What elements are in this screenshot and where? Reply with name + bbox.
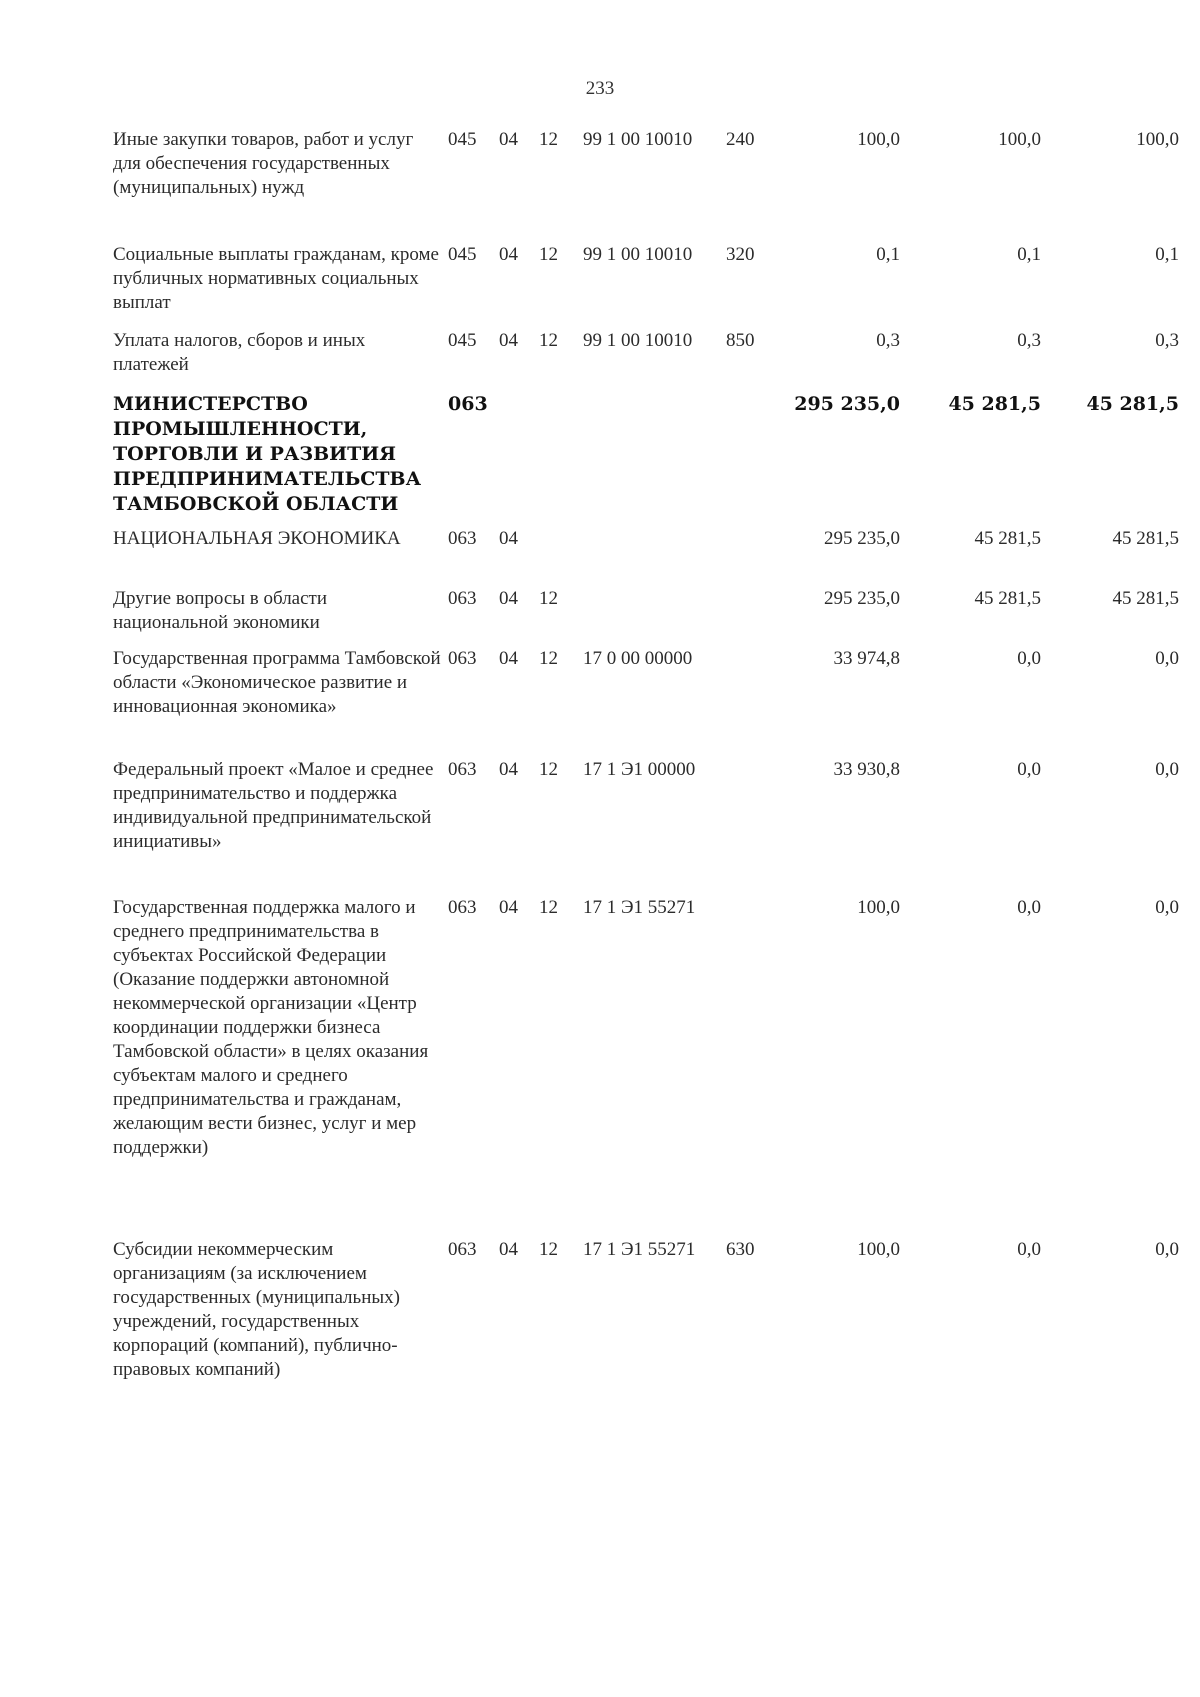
row-value-2: 45 281,5 (948, 393, 1041, 415)
row-description: НАЦИОНАЛЬНАЯ ЭКОНОМИКА (113, 528, 401, 549)
row-description: Субсидии некоммерческим организациям (за исключением государственных (муниципальных) учреждений, государственных корпораций (компаний), публично-правовых компаний) (113, 1239, 400, 1380)
row-subsection-code: 12 (539, 759, 558, 780)
row-value-1: 33 930,8 (833, 759, 900, 780)
row-expense-type: 320 (726, 244, 755, 265)
row-description: Другие вопросы в области национальной экономики (113, 588, 328, 633)
row-value-3: 0,0 (1155, 648, 1179, 669)
row-value-1: 100,0 (857, 129, 900, 150)
row-value-1: 100,0 (857, 1239, 900, 1260)
row-expense-type: 630 (726, 1239, 755, 1260)
row-target-code: 99 1 00 10010 (583, 330, 693, 351)
row-section-code: 04 (499, 528, 518, 549)
row-admin-code: 063 (448, 393, 488, 415)
row-admin-code: 063 (448, 897, 477, 918)
row-value-3: 0,0 (1155, 759, 1179, 780)
row-target-code: 17 1 Э1 55271 (583, 1239, 696, 1260)
row-section-code: 04 (499, 588, 518, 609)
row-description: Государственная поддержка малого и среднего предпринимательства в субъектах Российской Федерации (Оказание поддержки автономной некоммерческой организации «Центр координации поддержки бизнеса Тамбовской области» в целях оказания субъектам малого и среднего предпринимательства и гражданам, желающим вести бизнес, услуг и мер поддержки) (113, 897, 429, 1158)
row-section-code: 04 (499, 330, 518, 351)
row-target-code: 17 0 00 00000 (583, 648, 693, 669)
row-description: Федеральный проект «Малое и среднее предпринимательство и поддержка индивидуальной предпринимательской инициативы» (113, 759, 434, 852)
row-subsection-code: 12 (539, 897, 558, 918)
row-expense-type: 240 (726, 129, 755, 150)
row-value-1: 295 235,0 (794, 393, 900, 415)
row-value-1: 100,0 (857, 897, 900, 918)
row-value-3: 45 281,5 (1112, 528, 1179, 549)
row-description: Иные закупки товаров, работ и услуг для обеспечения государственных (муниципальных) нужд (113, 129, 414, 198)
row-admin-code: 045 (448, 330, 477, 351)
row-value-2: 0,3 (1017, 330, 1041, 351)
row-admin-code: 045 (448, 244, 477, 265)
row-value-1: 33 974,8 (833, 648, 900, 669)
row-value-3: 0,3 (1155, 330, 1179, 351)
row-subsection-code: 12 (539, 648, 558, 669)
row-value-2: 0,0 (1017, 897, 1041, 918)
row-section-code: 04 (499, 1239, 518, 1260)
row-value-1: 295 235,0 (824, 588, 900, 609)
row-value-3: 45 281,5 (1086, 393, 1179, 415)
row-section-code: 04 (499, 897, 518, 918)
row-subsection-code: 12 (539, 244, 558, 265)
row-admin-code: 045 (448, 129, 477, 150)
row-subsection-code: 12 (539, 1239, 558, 1260)
row-admin-code: 063 (448, 648, 477, 669)
row-section-code: 04 (499, 648, 518, 669)
page-number: 233 (585, 78, 615, 99)
row-description: Государственная программа Тамбовской области «Экономическое развитие и инновационная экономика» (113, 648, 441, 717)
row-value-2: 0,0 (1017, 1239, 1041, 1260)
row-value-3: 0,0 (1155, 1239, 1179, 1260)
row-section-code: 04 (499, 129, 518, 150)
row-admin-code: 063 (448, 1239, 477, 1260)
row-subsection-code: 12 (539, 588, 558, 609)
row-target-code: 17 1 Э1 00000 (583, 759, 696, 780)
row-section-code: 04 (499, 759, 518, 780)
row-value-1: 0,1 (876, 244, 900, 265)
row-target-code: 99 1 00 10010 (583, 129, 693, 150)
row-subsection-code: 12 (539, 330, 558, 351)
row-value-3: 0,0 (1155, 897, 1179, 918)
row-admin-code: 063 (448, 759, 477, 780)
row-section-code: 04 (499, 244, 518, 265)
row-target-code: 17 1 Э1 55271 (583, 897, 696, 918)
row-description: МИНИСТЕРСТВО ПРОМЫШЛЕННОСТИ, ТОРГОВЛИ И РАЗВИТИЯ ПРЕДПРИНИМАТЕЛЬСТВА ТАМБОВСКОЙ ОБЛАСТИ (113, 393, 422, 515)
row-expense-type: 850 (726, 330, 755, 351)
row-value-2: 100,0 (998, 129, 1041, 150)
row-value-3: 45 281,5 (1112, 588, 1179, 609)
row-target-code: 99 1 00 10010 (583, 244, 693, 265)
row-subsection-code: 12 (539, 129, 558, 150)
row-value-1: 0,3 (876, 330, 900, 351)
row-value-3: 100,0 (1136, 129, 1179, 150)
row-value-1: 295 235,0 (824, 528, 900, 549)
row-description: Социальные выплаты гражданам, кроме публичных нормативных социальных выплат (113, 244, 439, 313)
row-value-3: 0,1 (1155, 244, 1179, 265)
row-admin-code: 063 (448, 588, 477, 609)
row-value-2: 0,1 (1017, 244, 1041, 265)
row-value-2: 45 281,5 (974, 528, 1041, 549)
row-description: Уплата налогов, сборов и иных платежей (113, 330, 366, 375)
row-value-2: 0,0 (1017, 759, 1041, 780)
row-value-2: 0,0 (1017, 648, 1041, 669)
row-admin-code: 063 (448, 528, 477, 549)
row-value-2: 45 281,5 (974, 588, 1041, 609)
